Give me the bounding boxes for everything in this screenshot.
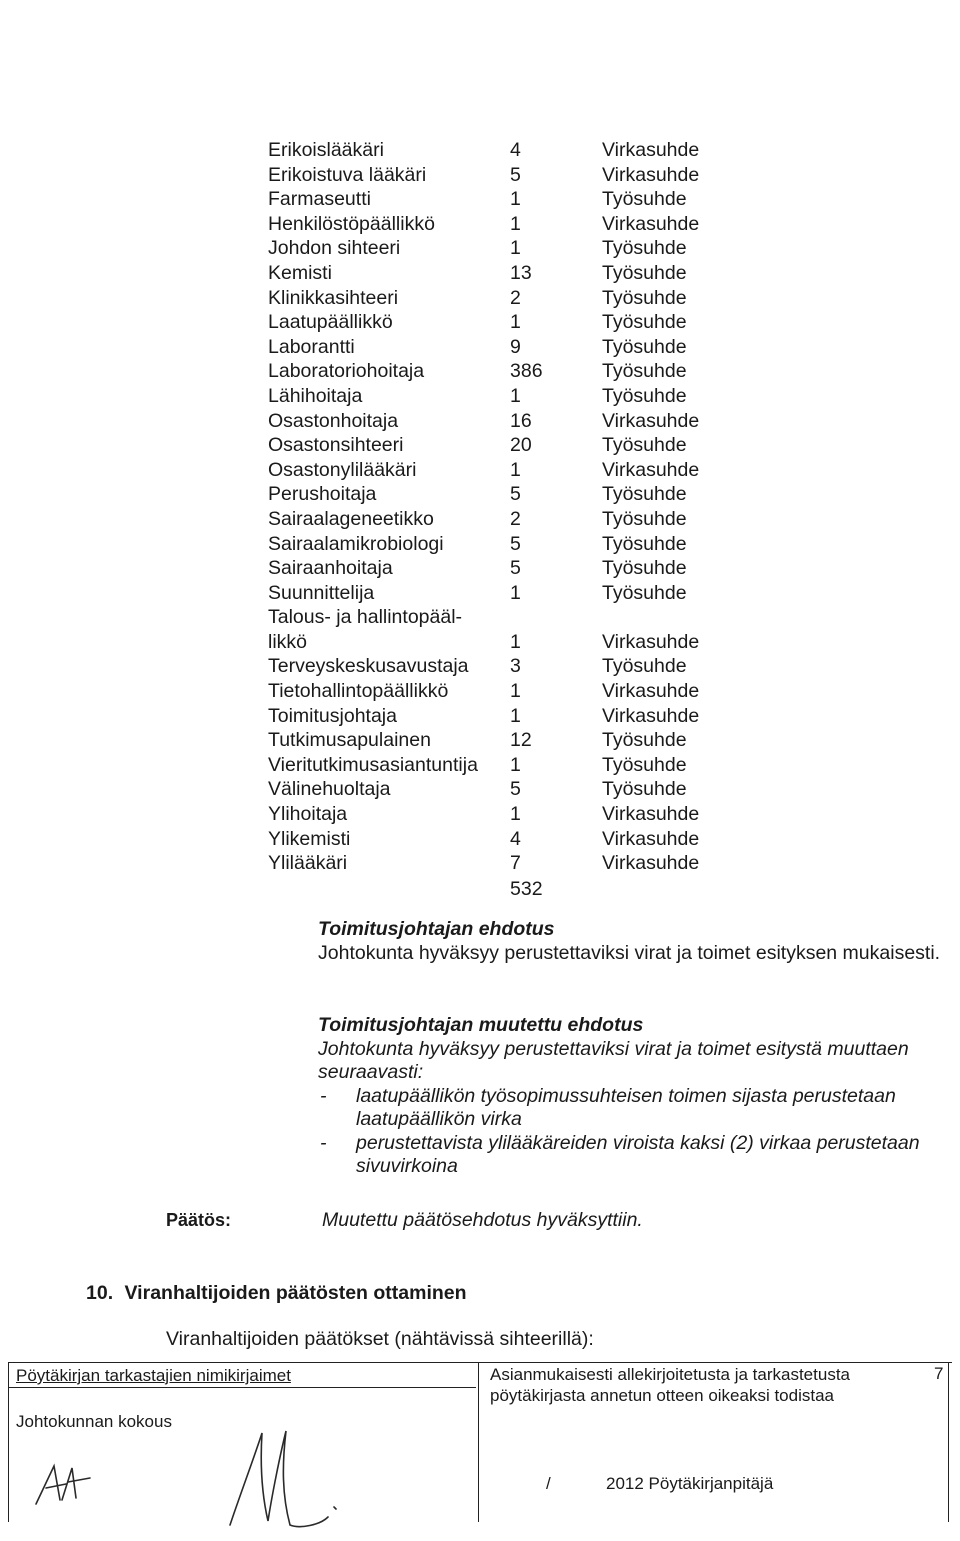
position-row [268, 728, 748, 753]
employment-relation: Työsuhde [602, 311, 687, 334]
employment-relation: Työsuhde [602, 753, 687, 776]
divider [478, 1362, 479, 1522]
amended-bullet: - laatupäällikön työsopimussuhteisen toimen sijasta perustetaan laatupäällikön virka [318, 1085, 943, 1132]
employment-relation: Työsuhde [602, 778, 687, 801]
amended-bullet: - perustettavista ylilääkäreiden viroista kaksi (2) virkaa perustetaan sivuvirkoina [318, 1132, 943, 1179]
position-row [268, 802, 748, 827]
position-row [268, 261, 748, 286]
position-title: Ylilääkäri [268, 852, 348, 875]
employment-relation: Virkasuhde [602, 458, 700, 481]
position-title: Ylikemisti [268, 827, 351, 850]
position-count: 1 [510, 680, 521, 703]
position-row [268, 753, 748, 778]
position-row [268, 286, 748, 311]
position-count: 12 [510, 729, 532, 752]
position-title: Ylihoitaja [268, 803, 348, 826]
position-count: 5 [510, 778, 521, 801]
employment-relation: Työsuhde [602, 384, 687, 407]
position-title: Lähihoitaja [268, 384, 363, 407]
position-count: 1 [510, 704, 521, 727]
position-row [268, 704, 748, 729]
position-title: Osastonylilääkäri [268, 458, 417, 481]
certification-text: Asianmukaisesti allekirjoitetusta ja tarkastetusta pöytäkirjasta annetun otteen oikeaksi todistaa [490, 1365, 850, 1405]
position-title: Sairaalamikrobiologi [268, 532, 444, 555]
amended-heading: Toimitusjohtajan muutettu ehdotus [318, 1014, 644, 1036]
position-count: 13 [510, 261, 532, 284]
position-count: 5 [510, 557, 521, 580]
position-count: 1 [510, 753, 521, 776]
position-title: Klinikkasihteeri [268, 286, 399, 309]
divider [8, 1362, 9, 1522]
employment-relation: Työsuhde [602, 286, 687, 309]
employment-relation: Työsuhde [602, 655, 687, 678]
position-title [268, 605, 510, 654]
position-title: Laboratoriohoitaja [268, 360, 425, 383]
employment-relation: Työsuhde [602, 237, 687, 260]
employment-relation: Virkasuhde [602, 139, 700, 161]
position-row [268, 482, 748, 507]
position-row [268, 851, 748, 876]
employment-relation: Virkasuhde [602, 852, 700, 875]
position-row [268, 236, 748, 261]
employment-relation: Työsuhde [602, 360, 687, 383]
position-title: Välinehuoltaja [268, 778, 391, 801]
positions-table [268, 138, 748, 902]
position-title: Sairaalageneetikko [268, 507, 434, 530]
position-title: Farmaseutti [268, 188, 371, 211]
initials-signature-1 [32, 1460, 96, 1508]
position-title: Terveyskeskusavustaja [268, 655, 469, 678]
position-count: 2 [510, 507, 521, 530]
divider [8, 1362, 952, 1363]
position-count: 5 [510, 532, 521, 555]
employment-relation: Virkasuhde [602, 212, 700, 235]
employment-relation: Työsuhde [602, 557, 687, 580]
amended-text: Johtokunta hyväksyy perustettaviksi virat ja toimet esitystä muuttaen seuraavasti: [318, 1037, 909, 1083]
position-title-line: Talous- ja hallintopääl- [268, 606, 463, 629]
position-count: 5 [510, 163, 521, 186]
position-count: 4 [510, 827, 521, 850]
section-heading [86, 1282, 467, 1305]
position-title: Suunnittelija [268, 581, 375, 604]
position-row [268, 507, 748, 532]
position-title: Laatupäällikkö [268, 311, 393, 334]
position-title-line: likkö [268, 630, 308, 653]
employment-relation: Työsuhde [602, 335, 687, 358]
position-title: Tutkimusapulainen [268, 729, 431, 752]
divider [8, 1387, 476, 1388]
position-count: 5 [510, 483, 521, 506]
employment-relation: Työsuhde [602, 729, 687, 752]
position-row [268, 359, 748, 384]
employment-relation: Virkasuhde [602, 803, 700, 826]
position-title: Osastonsihteeri [268, 434, 404, 457]
position-count: 1 [510, 458, 521, 481]
position-title: Toimitusjohtaja [268, 704, 397, 727]
position-count: 1 [510, 212, 521, 235]
position-row [268, 163, 748, 188]
position-count: 9 [510, 335, 521, 358]
position-row [268, 556, 748, 581]
employment-relation: Työsuhde [602, 532, 687, 555]
position-title: Henkilöstöpäällikkö [268, 212, 435, 235]
total-row [268, 876, 748, 902]
position-count: 1 [510, 384, 521, 407]
position-count: 1 [510, 311, 521, 334]
position-title: Sairaanhoitaja [268, 557, 393, 580]
proposal-text: Johtokunta hyväksyy perustettaviksi virat ja toimet esityksen mukaisesti. [318, 941, 941, 964]
position-count: 3 [510, 655, 521, 678]
position-row [268, 433, 748, 458]
position-row [268, 212, 748, 237]
position-title: Erikoislääkäri [268, 139, 384, 161]
position-row [268, 310, 748, 335]
amended-bullets [318, 1085, 943, 1179]
position-count: 1 [510, 581, 521, 604]
section-title: Viranhaltijoiden päätösten ottaminen [124, 1282, 467, 1304]
position-row [268, 335, 748, 360]
position-row [268, 605, 748, 654]
employment-relation: Työsuhde [602, 261, 687, 284]
employment-relation: Työsuhde [602, 581, 687, 604]
position-count: 1 [510, 188, 521, 211]
position-count: 7 [510, 852, 521, 875]
employment-relation: Virkasuhde [602, 163, 700, 186]
position-title: Vieritutkimusasiantuntija [268, 753, 478, 776]
position-count: 386 [510, 360, 543, 383]
position-row [268, 384, 748, 409]
position-count: 1 [510, 803, 521, 826]
total-count: 532 [510, 877, 543, 900]
employment-relation: Työsuhde [602, 434, 687, 457]
decision-text: Muutettu päätösehdotus hyväksyttiin. [322, 1209, 643, 1231]
year-signer: 2012 Pöytäkirjanpitäjä [606, 1474, 774, 1493]
position-row [268, 827, 748, 852]
position-count: 1 [510, 237, 521, 260]
employment-relation: Työsuhde [602, 188, 687, 211]
footer-box [8, 1362, 952, 1522]
position-count: 2 [510, 286, 521, 309]
employment-relation: Virkasuhde [602, 827, 700, 850]
position-row [268, 777, 748, 802]
date-slash: / [546, 1474, 551, 1493]
employment-relation: Virkasuhde [602, 409, 700, 432]
position-count: 16 [510, 409, 532, 432]
meeting-label: Johtokunnan kokous [16, 1412, 172, 1431]
position-title: Tietohallintopäällikkö [268, 680, 449, 703]
position-count: 1 [510, 630, 521, 653]
position-row [268, 654, 748, 679]
divider [948, 1362, 949, 1522]
total-spacer [268, 876, 510, 902]
proposal-section [318, 918, 943, 965]
position-row [268, 581, 748, 606]
position-row [268, 187, 748, 212]
section-number: 10. [86, 1282, 114, 1304]
position-row [268, 679, 748, 704]
position-title: Perushoitaja [268, 483, 377, 506]
position-title: Kemisti [268, 261, 332, 284]
position-count: 20 [510, 434, 532, 457]
position-title: Erikoistuva lääkäri [268, 163, 427, 186]
position-row [268, 409, 748, 434]
position-title: Johdon sihteeri [268, 237, 401, 260]
employment-relation: Työsuhde [602, 507, 687, 530]
position-row [268, 458, 748, 483]
initials-signature-2 [210, 1425, 340, 1535]
section-lead: Viranhaltijoiden päätökset (nähtävissä sihteerillä): [166, 1328, 594, 1350]
initials-label: Pöytäkirjan tarkastajien nimikirjaimet [16, 1366, 291, 1385]
employment-relation: Virkasuhde [602, 630, 700, 653]
position-row [268, 138, 748, 163]
amended-proposal-section [318, 1014, 943, 1179]
employment-relation: Virkasuhde [602, 680, 700, 703]
position-title: Osastonhoitaja [268, 409, 399, 432]
position-row [268, 532, 748, 557]
position-title: Laborantti [268, 335, 355, 358]
employment-relation: Virkasuhde [602, 704, 700, 727]
page-number: 7 [934, 1364, 944, 1383]
decision-label: Päätös: [166, 1210, 232, 1230]
position-count: 4 [510, 139, 521, 161]
employment-relation: Työsuhde [602, 483, 687, 506]
proposal-heading: Toimitusjohtajan ehdotus [318, 918, 555, 940]
